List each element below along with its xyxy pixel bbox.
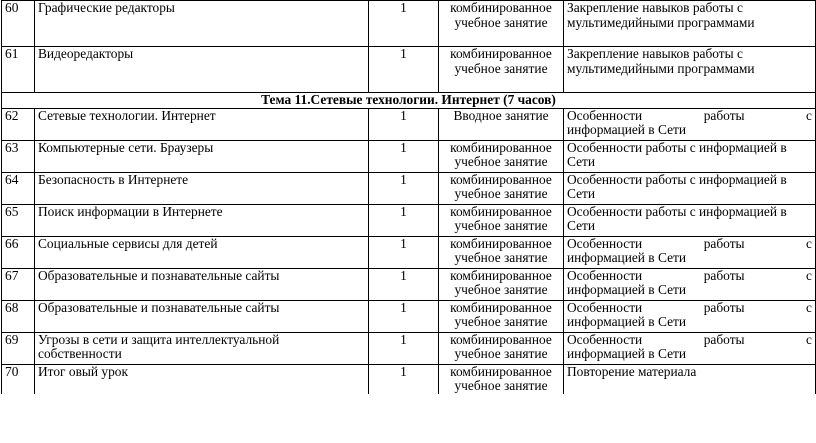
- lesson-hours: 1: [369, 204, 439, 236]
- table-row: [2, 300, 816, 332]
- lesson-hours: 1: [369, 236, 439, 268]
- lesson-title: Итог овый урок: [35, 364, 369, 394]
- lesson-title: Сетевые технологии. Интернет: [35, 108, 369, 140]
- lesson-hours: 1: [369, 332, 439, 364]
- table-row: [2, 236, 816, 268]
- lesson-type: комбинированное учебное занятие: [439, 172, 564, 204]
- lesson-title: Видеоредакторы: [35, 47, 369, 93]
- table-row: [2, 364, 816, 394]
- lesson-number: 62: [2, 108, 35, 140]
- lesson-hours: 1: [369, 300, 439, 332]
- lesson-number: 63: [2, 140, 35, 172]
- lesson-type: комбинированное учебное занятие: [439, 204, 564, 236]
- section-header-row: [2, 93, 816, 109]
- lesson-goal: [564, 108, 816, 140]
- goal-line: информацией в Сети: [567, 314, 687, 330]
- lesson-type: комбинированное учебное занятие: [439, 236, 564, 268]
- lesson-number: 65: [2, 204, 35, 236]
- table-row: [2, 268, 816, 300]
- lesson-goal: Особенности работы с информацией в Сети: [564, 172, 816, 204]
- table-row: [2, 108, 816, 140]
- goal-line: информацией в Сети: [567, 346, 687, 362]
- lesson-title: Компьютерные сети. Браузеры: [35, 140, 369, 172]
- goal-line: Особенности работы с: [567, 300, 812, 315]
- goal-line: информацией в Сети: [567, 122, 687, 138]
- lesson-type: комбинированное учебное занятие: [439, 364, 564, 394]
- table-row: [2, 172, 816, 204]
- lesson-goal: Закрепление навыков работы с мультимедийными программами: [564, 47, 816, 93]
- lesson-hours: 1: [369, 140, 439, 172]
- lesson-number: 60: [2, 1, 35, 47]
- lesson-number: 68: [2, 300, 35, 332]
- lesson-number: 64: [2, 172, 35, 204]
- lesson-hours: 1: [369, 108, 439, 140]
- lesson-hours: 1: [369, 364, 439, 394]
- lesson-type: комбинированное учебное занятие: [439, 140, 564, 172]
- lesson-type: комбинированное учебное занятие: [439, 47, 564, 93]
- goal-line: Особенности работы с: [567, 236, 812, 251]
- lesson-title: Графические редакторы: [35, 1, 369, 47]
- table-row: [2, 1, 816, 47]
- lesson-goal: [564, 332, 816, 364]
- lesson-title: Поиск информации в Интернете: [35, 204, 369, 236]
- lesson-goal: Закрепление навыков работы с мультимедийными программами: [564, 1, 816, 47]
- lesson-title: Социальные сервисы для детей: [35, 236, 369, 268]
- goal-line: Особенности работы с: [567, 268, 812, 283]
- table-row: [2, 140, 816, 172]
- lesson-hours: 1: [369, 268, 439, 300]
- section-title: Тема 11.Сетевые технологии. Интернет (7 часов): [2, 93, 816, 109]
- lesson-goal: Особенности работы с информацией в Сети: [564, 140, 816, 172]
- lesson-title: Безопасность в Интернете: [35, 172, 369, 204]
- goal-line: Особенности работы с: [567, 108, 812, 123]
- lesson-goal: Особенности работы с информацией в Сети: [564, 204, 816, 236]
- lesson-title: Образовательные и познавательные сайты: [35, 268, 369, 300]
- lesson-type: комбинированное учебное занятие: [439, 332, 564, 364]
- lesson-number: 61: [2, 47, 35, 93]
- lesson-goal: [564, 236, 816, 268]
- lesson-number: 67: [2, 268, 35, 300]
- goal-line: Особенности работы с: [567, 332, 812, 347]
- lesson-number: 69: [2, 332, 35, 364]
- lesson-hours: 1: [369, 47, 439, 93]
- lesson-type: комбинированное учебное занятие: [439, 300, 564, 332]
- goal-line: информацией в Сети: [567, 282, 687, 298]
- lesson-type: комбинированное учебное занятие: [439, 1, 564, 47]
- lesson-type: Вводное занятие: [439, 108, 564, 140]
- lesson-hours: 1: [369, 172, 439, 204]
- lesson-title: Образовательные и познавательные сайты: [35, 300, 369, 332]
- lesson-title: Угрозы в сети и защита интеллектуальной собственности: [35, 332, 369, 364]
- goal-line: информацией в Сети: [567, 250, 687, 266]
- lesson-goal: [564, 300, 816, 332]
- lesson-type: комбинированное учебное занятие: [439, 268, 564, 300]
- table-row: [2, 47, 816, 93]
- lesson-plan-table: [1, 0, 816, 394]
- lesson-hours: 1: [369, 1, 439, 47]
- lesson-goal: Повторение материала: [564, 364, 816, 394]
- lesson-number: 66: [2, 236, 35, 268]
- table-row: [2, 204, 816, 236]
- lesson-goal: [564, 268, 816, 300]
- lesson-number: 70: [2, 364, 35, 394]
- table-row: [2, 332, 816, 364]
